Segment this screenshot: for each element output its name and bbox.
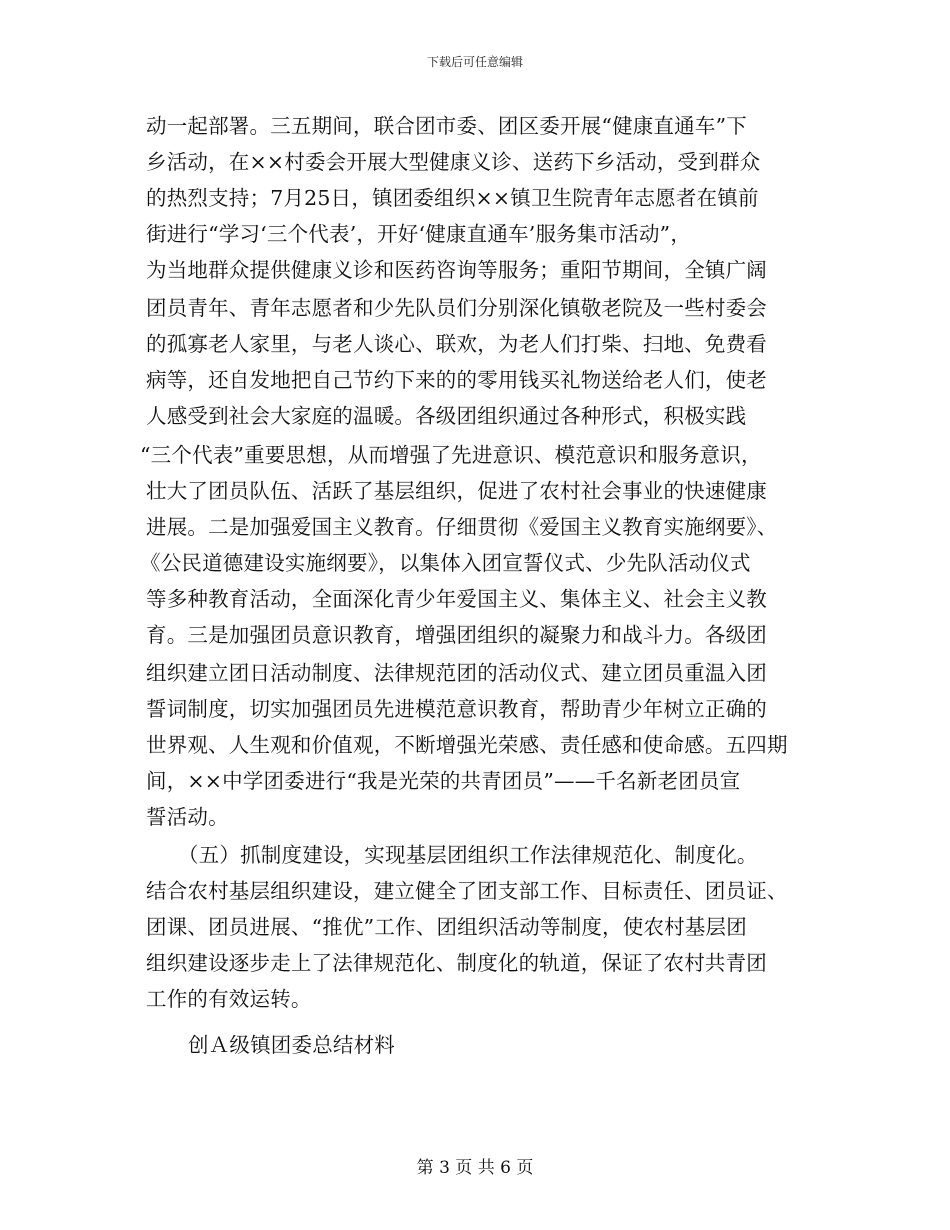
text-line: 乡活动，在××村委会开展大型健康义诊、送药下乡活动，受到群众: [146, 150, 761, 174]
page-header-note: 下载后可任意编辑: [426, 55, 523, 69]
text-line: 誓词制度，切实加强团员先进模范意识教育，帮助青少年树立正确的: [146, 697, 767, 721]
text-line: 组织建设逐步走上了法律规范化、制度化的轨道，保证了农村共青团: [146, 951, 767, 975]
text-line: 人感受到社会大家庭的温暖。各级团组织通过各种形式，积极实践: [146, 404, 747, 428]
text-line: 壮大了团员队伍、活跃了基层组织，促进了农村社会事业的快速健康: [146, 479, 767, 503]
text-line: 团员青年、青年志愿者和少先队员们分别深化镇敬老院及一些村委会: [146, 296, 767, 320]
text-line: 街进行“学习‘三个代表’，开好‘健康直通车’服务集市活动”，: [146, 222, 692, 246]
text-line: 誓活动。: [146, 805, 229, 829]
text-line: 世界观、人生观和价值观，不断增强光荣感、责任感和使命感。五四期: [146, 733, 788, 757]
text-line: 团课、团员进展、“推优”工作、团组织活动等制度，使农村基层团: [146, 915, 747, 939]
text-line: 间，××中学团委进行“我是光荣的共青团员”——千名新老团员宣: [146, 769, 741, 793]
text-line: 病等，还自发地把自己节约下来的的零用钱买礼物送给老人们，使老: [146, 368, 767, 392]
text-line: （五）抓制度建设，实现基层团组织工作法律规范化、制度化。: [178, 843, 758, 867]
text-line: 为当地群众提供健康义诊和医药咨询等服务；重阳节期间，全镇广阔: [146, 258, 767, 282]
text-line: 的热烈支持；7月25日，镇团委组织××镇卫生院青年志愿者在镇前: [146, 186, 759, 210]
text-line: 的孤寡老人家里，与老人谈心、联欢，为老人们打柴、扫地、免费看: [146, 332, 767, 356]
text-line: 进展。二是加强爱国主义教育。仔细贯彻《爱国主义教育实施纲要》、: [146, 515, 778, 539]
text-line: 动一起部署。三五期间，联合团市委、团区委开展“健康直通车”下: [146, 114, 747, 138]
text-line: 《公民道德建设实施纲要》，以集体入团宣誓仪式、少先队活动仪式: [140, 551, 751, 575]
text-line: 工作的有效运转。: [146, 987, 312, 1011]
text-line: “三个代表”重要思想，从而增强了先进意识、模范意识和服务意识，: [140, 443, 762, 467]
text-line: 育。三是加强团员意识教育，增强团组织的凝聚力和战斗力。各级团: [146, 623, 767, 647]
text-line: 等多种教育活动，全面深化青少年爱国主义、集体主义、社会主义教: [146, 587, 767, 611]
section-title: 创Ａ级镇团委总结材料: [188, 1033, 395, 1057]
text-line: 组织建立团日活动制度、法律规范团的活动仪式、建立团员重温入团: [146, 661, 767, 685]
page-number: 第 3 页 共 6 页: [416, 1158, 534, 1178]
text-line: 结合农村基层组织建设，建立健全了团支部工作、目标责任、团员证、: [146, 879, 788, 903]
